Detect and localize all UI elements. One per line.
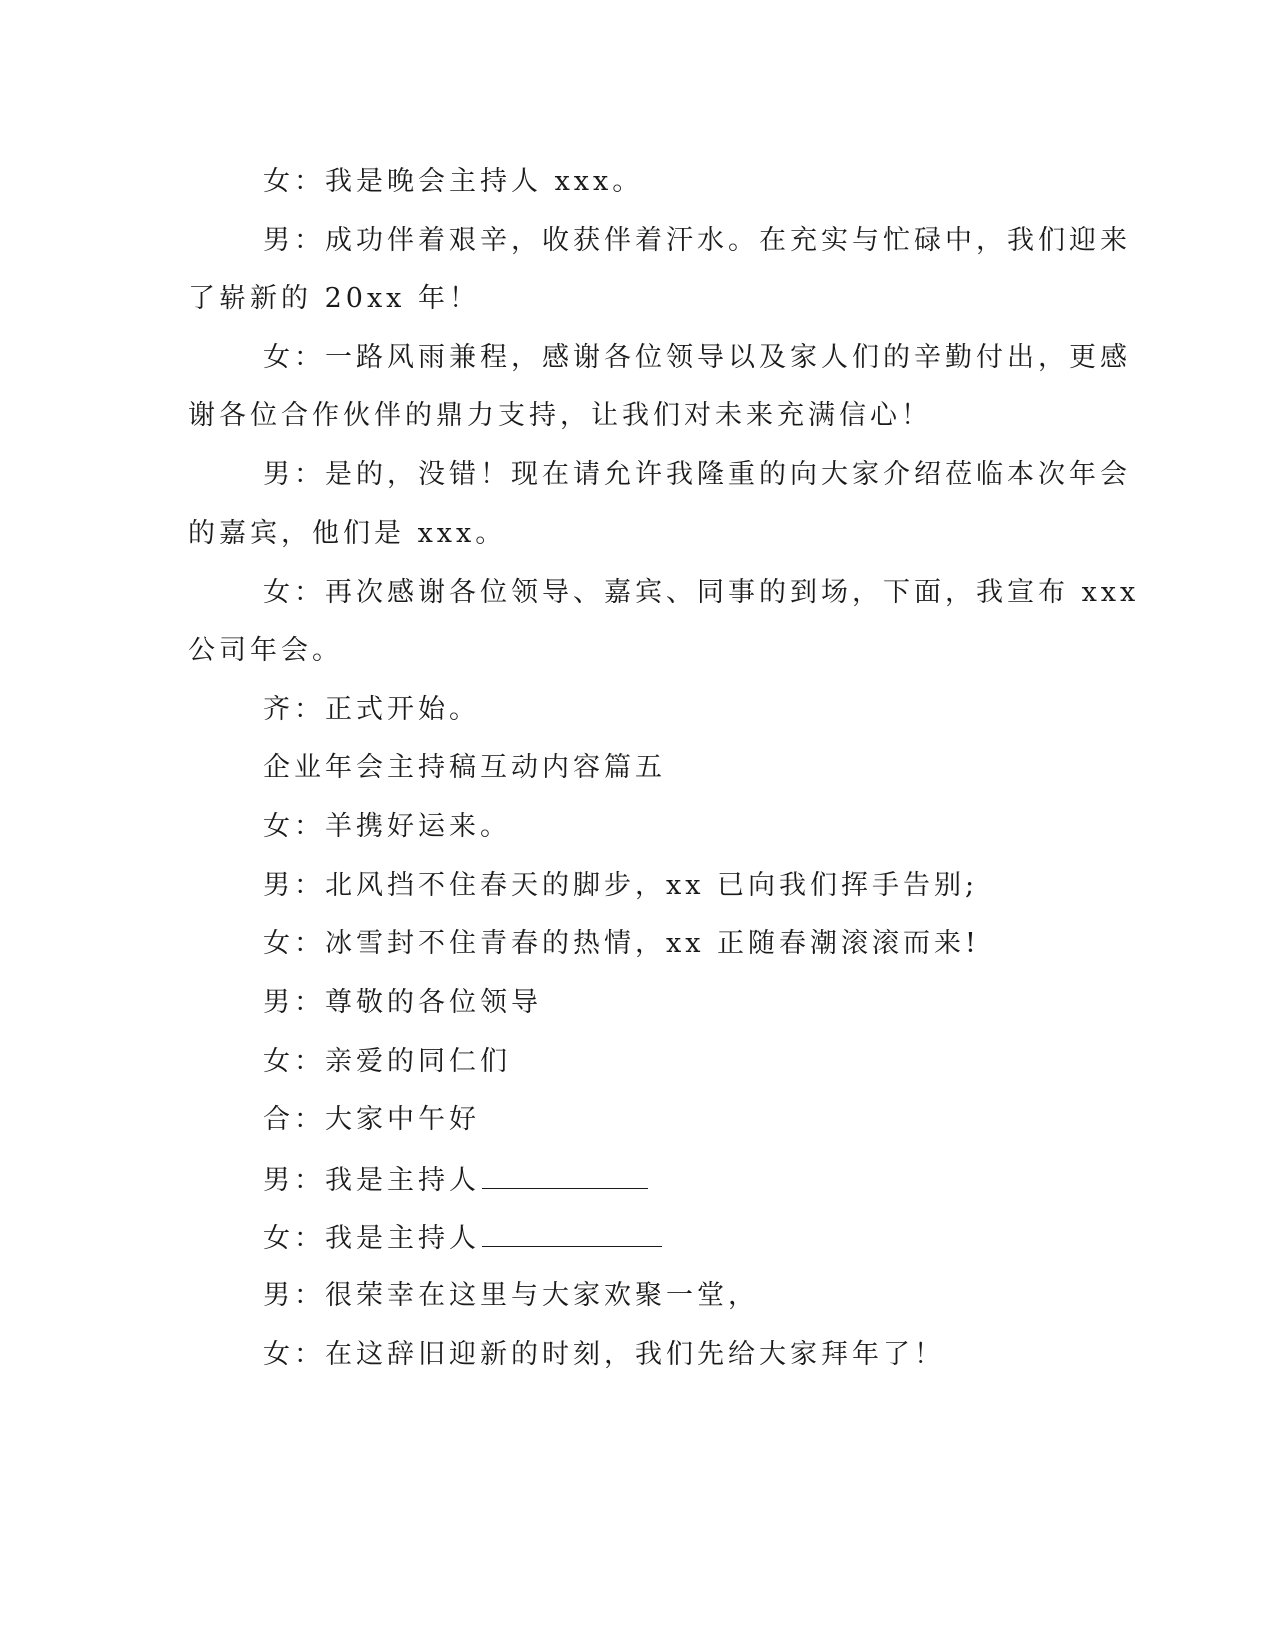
paragraph-line: 女：在这辞旧迎新的时刻，我们先给大家拜年了！ [263, 1339, 945, 1370]
host-line-text: 男：我是主持人 [263, 1165, 480, 1196]
paragraph-line: 的嘉宾，他们是 xxx。 [188, 518, 507, 549]
paragraph-line: 女：羊携好运来。 [263, 811, 511, 842]
fill-in-blank [482, 1220, 662, 1247]
paragraph-line: 合：大家中午好 [263, 1104, 480, 1135]
paragraph-line: 女：冰雪封不住青春的热情，xx 正随春潮滚滚而来! [263, 928, 980, 959]
paragraph-line: 齐：正式开始。 [263, 694, 480, 725]
paragraph-line: 女：一路风雨兼程，感谢各位领导以及家人们的辛勤付出，更感 [263, 342, 1131, 373]
paragraph-line [263, 1220, 662, 1256]
paragraph-line: 谢各位合作伙伴的鼎力支持，让我们对未来充满信心！ [188, 400, 932, 431]
paragraph-line: 男：是的，没错！现在请允许我隆重的向大家介绍莅临本次年会 [263, 459, 1131, 490]
paragraph-line: 了崭新的 20xx 年！ [188, 283, 480, 314]
fill-in-blank [482, 1162, 648, 1189]
paragraph-line: 男：尊敬的各位领导 [263, 987, 542, 1018]
paragraph-line: 男：北风挡不住春天的脚步，xx 已向我们挥手告别; [263, 870, 979, 901]
paragraph-line: 男：很荣幸在这里与大家欢聚一堂， [263, 1280, 759, 1311]
paragraph-line: 女：我是晚会主持人 xxx。 [263, 166, 644, 197]
paragraph-line: 女：再次感谢各位领导、嘉宾、同事的到场，下面，我宣布 xxx [263, 577, 1140, 608]
section-heading: 企业年会主持稿互动内容篇五 [263, 752, 666, 783]
host-line-text: 女：我是主持人 [263, 1223, 480, 1254]
paragraph-line: 公司年会。 [188, 635, 343, 666]
paragraph-line: 女：亲爱的同仁们 [263, 1046, 511, 1077]
paragraph-line [263, 1162, 648, 1198]
paragraph-line: 男：成功伴着艰辛，收获伴着汗水。在充实与忙碌中，我们迎来 [263, 225, 1131, 256]
